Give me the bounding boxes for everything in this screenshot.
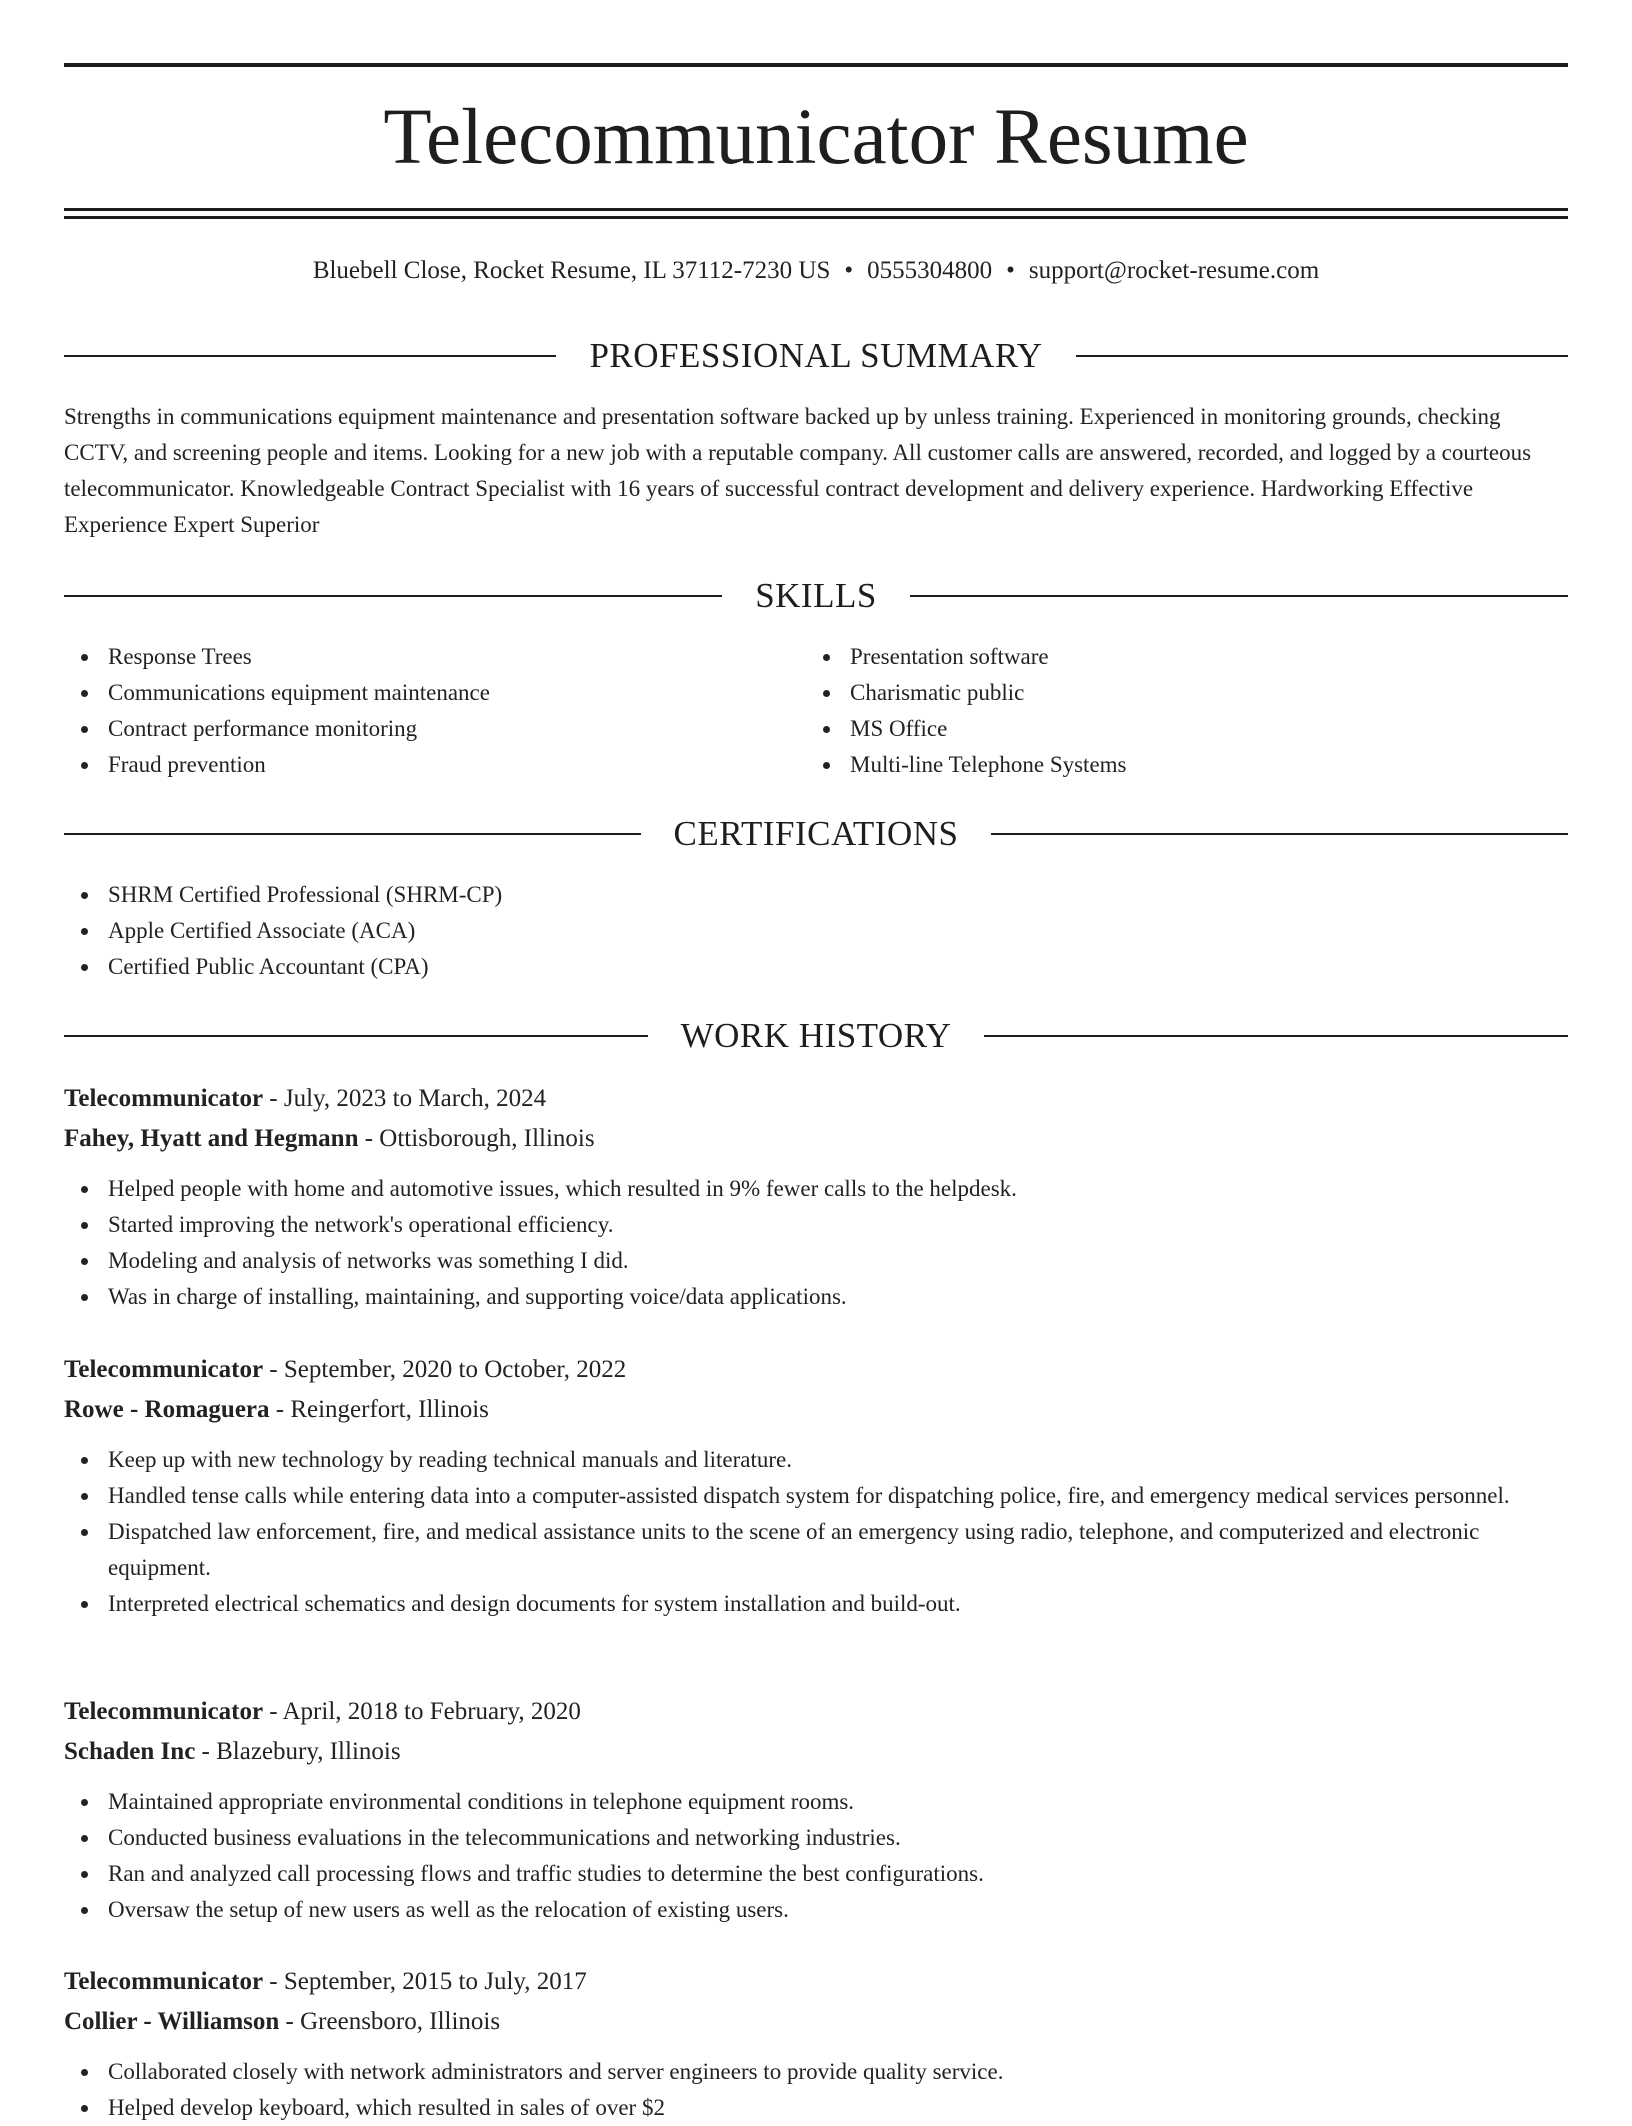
- job-title-line: [64, 1350, 1568, 1390]
- job-location: - Reingerfort, Illinois: [269, 1396, 489, 1423]
- header-double-rule-lower: [64, 216, 1568, 219]
- skill-item: Communications equipment maintenance: [64, 675, 804, 711]
- certification-item: SHRM Certified Professional (SHRM-CP): [64, 877, 1568, 913]
- job-duties-list: [64, 1784, 1568, 1928]
- job-duties-list: [64, 1442, 1568, 1622]
- contact-line: [64, 254, 1568, 288]
- job-duty: Interpreted electrical schematics and design documents for system installation and build-out.: [64, 1586, 1568, 1622]
- skill-item: Charismatic public: [806, 675, 1546, 711]
- job-title: Telecommunicator: [64, 1356, 264, 1383]
- job-duty: Maintained appropriate environmental conditions in telephone equipment rooms.: [64, 1784, 1568, 1820]
- job-title-line: [64, 1962, 1568, 2002]
- skill-item: Response Trees: [64, 639, 804, 675]
- skill-item: Fraud prevention: [64, 747, 804, 783]
- certifications-heading-label: CERTIFICATIONS: [673, 814, 959, 853]
- skills-column-right: [806, 639, 1546, 783]
- job-location: - Ottisborough, Illinois: [358, 1125, 595, 1152]
- job-duty: Modeling and analysis of networks was something I did.: [64, 1243, 1568, 1279]
- job-title: Telecommunicator: [64, 1085, 264, 1112]
- skill-item: Contract performance monitoring: [64, 711, 804, 747]
- job-dates: - September, 2015 to July, 2017: [263, 1968, 587, 1995]
- heading-rule-left: [64, 833, 641, 835]
- job-company: Schaden Inc: [64, 1738, 196, 1765]
- heading-rule-left: [64, 1035, 648, 1037]
- job-entry: [64, 1962, 1568, 2126]
- certification-item: Certified Public Accountant (CPA): [64, 949, 1568, 985]
- job-duty: Collaborated closely with network administrators and server engineers to provide quality service.: [64, 2054, 1568, 2090]
- job-title-line: [64, 1692, 1568, 1732]
- work-history-section-heading: [64, 1014, 1568, 1058]
- summary-text: Strengths in communications equipment maintenance and presentation software backed up by unless training. Experienced in monitoring grounds, checking CCTV, and screening people and items. Looking for a new job with a reputable company. All customer calls are answered, recorded, and logged by a courteous telecommunicator. Knowledgeable Contract Specialist with 16 years of successful contract development and delivery experience. Hardworking Effective Experience Expert Superior: [64, 404, 1532, 537]
- header-top-rule: [64, 63, 1568, 67]
- job-duty: Helped people with home and automotive issues, which resulted in 9% fewer calls to the helpdesk.: [64, 1171, 1568, 1207]
- contact-email: support@rocket-resume.com: [1028, 257, 1320, 284]
- heading-rule-right: [910, 595, 1568, 597]
- job-company-line: [64, 2002, 1568, 2042]
- skill-item: MS Office: [806, 711, 1546, 747]
- certification-item: Apple Certified Associate (ACA): [64, 913, 1568, 949]
- certifications-section-heading: [64, 812, 1568, 856]
- summary-section-heading: [64, 334, 1568, 378]
- skill-item: Multi-line Telephone Systems: [806, 747, 1546, 783]
- job-location: - Greensboro, Illinois: [279, 2008, 501, 2035]
- job-company-line: [64, 1119, 1568, 1159]
- job-duty: Keep up with new technology by reading technical manuals and literature.: [64, 1442, 1568, 1478]
- job-duty: Dispatched law enforcement, fire, and medical assistance units to the scene of an emergency using radio, telephone, and computerized and electronic equipment.: [64, 1514, 1568, 1586]
- contact-separator: •: [844, 257, 854, 284]
- job-entry: [64, 1692, 1568, 1928]
- skills-heading-label: SKILLS: [755, 576, 877, 615]
- contact-address: Bluebell Close, Rocket Resume, IL 37112-7230 US: [312, 257, 831, 284]
- job-company-line: [64, 1732, 1568, 1772]
- work-history-heading-label: WORK HISTORY: [680, 1016, 952, 1055]
- job-duties-list: [64, 1171, 1568, 1315]
- job-title: Telecommunicator: [64, 1698, 264, 1725]
- resume-title: Telecommunicator Resume: [383, 94, 1249, 181]
- heading-rule-right: [984, 1035, 1568, 1037]
- skills-list-right: [806, 639, 1546, 783]
- job-entry: [64, 1350, 1568, 1622]
- job-duties-list: [64, 2054, 1568, 2126]
- certifications-list: [64, 877, 1568, 985]
- job-duty: Helped develop keyboard, which resulted in sales of over $2: [64, 2090, 1568, 2126]
- skills-section-heading: [64, 574, 1568, 618]
- contact-phone: 0555304800: [867, 257, 993, 284]
- contact-separator: •: [1006, 257, 1015, 284]
- summary-heading-label: PROFESSIONAL SUMMARY: [589, 336, 1043, 375]
- job-company: Collier - Williamson: [64, 2008, 280, 2035]
- job-duty: Handled tense calls while entering data into a computer-assisted dispatch system for dispatching police, fire, and emergency medical services personnel.: [64, 1478, 1568, 1514]
- job-company: Fahey, Hyatt and Hegmann: [64, 1125, 359, 1152]
- certifications-list-wrap: [64, 877, 1568, 985]
- skills-list-left: [64, 639, 804, 783]
- job-location: - Blazebury, Illinois: [195, 1738, 401, 1765]
- job-title-line: [64, 1079, 1568, 1119]
- job-title: Telecommunicator: [64, 1968, 264, 1995]
- job-duty: Oversaw the setup of new users as well as the relocation of existing users.: [64, 1892, 1568, 1928]
- job-entry: [64, 1079, 1568, 1315]
- header-double-rule-upper: [64, 208, 1568, 211]
- job-duty: Started improving the network's operational efficiency.: [64, 1207, 1568, 1243]
- job-duty: Ran and analyzed call processing flows and traffic studies to determine the best configurations.: [64, 1856, 1568, 1892]
- job-dates: - April, 2018 to February, 2020: [263, 1698, 581, 1725]
- heading-rule-right: [991, 833, 1568, 835]
- skill-item: Presentation software: [806, 639, 1546, 675]
- heading-rule-right: [1076, 355, 1568, 357]
- heading-rule-left: [64, 355, 556, 357]
- job-duty: Was in charge of installing, maintaining, and supporting voice/data applications.: [64, 1279, 1568, 1315]
- skills-column-left: [64, 639, 804, 783]
- job-duty: Conducted business evaluations in the telecommunications and networking industries.: [64, 1820, 1568, 1856]
- job-dates: - September, 2020 to October, 2022: [263, 1356, 627, 1383]
- job-company-line: [64, 1390, 1568, 1430]
- job-dates: - July, 2023 to March, 2024: [263, 1085, 547, 1112]
- heading-rule-left: [64, 595, 722, 597]
- job-company: Rowe - Romaguera: [64, 1396, 270, 1423]
